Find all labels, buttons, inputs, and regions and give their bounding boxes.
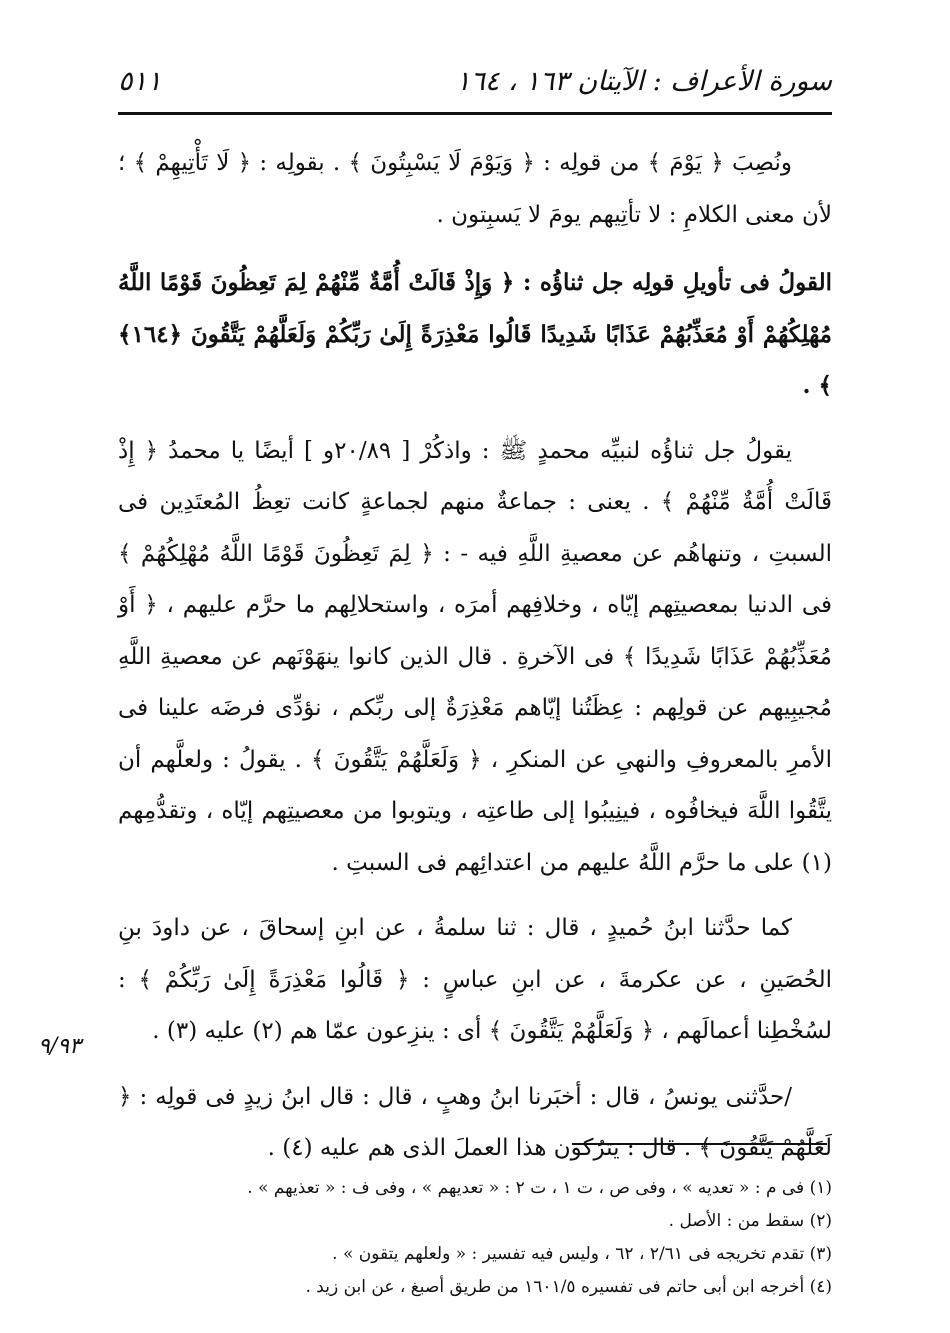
running-header xyxy=(118,58,832,108)
footnote-rule xyxy=(572,1143,827,1145)
footnotes xyxy=(118,1172,832,1304)
footnote-3: (٣) تقدم تخريجه فى ٢/٦١ ، ٦٢ ، وليس فيه تفسير : « ولعلهم يتقون » . xyxy=(332,1244,832,1264)
footnote-1: (١) فى م : « تعديه » ، وفى ص ، ت ١ ، ت ٢ : « تعديهم » ، وفى ف : « تعذيهم » . xyxy=(247,1178,832,1198)
section-heading-verse: القولُ فى تأويلِ قولِه جل ثناؤُه : ﴿ وَإِذْ قَالَتْ أُمَّةٌ مِّنْهُمْ لِمَ تَعِظُونَ قَوْمًا اللَّهُ مُهْلِكُهُمْ أَوْ مُعَذِّبُهُمْ عَذَابًا شَدِيدًا قَالُوا مَعْذِرَةً إِلَىٰ رَبِّكُمْ وَلَعَلَّهُمْ يَتَّقُونَ ﴿١٦٤﴾ ﴾ . xyxy=(118,269,832,399)
header-rule xyxy=(118,112,832,115)
paragraph-narration-yunus: /حدَّثنى يونسُ ، قال : أخبَرنا ابنُ وهبٍ ، قال : قال ابنُ زيدٍ فى قولِه : ﴿ لَعَلَّهُمْ يَتَّقُونَ ﴾ . قال : يترُكون هذا العملَ الذى هم عليه (٤) . xyxy=(118,1083,832,1161)
manuscript-page-ref: ٩/٩٣ xyxy=(38,1034,81,1059)
paragraph-narration-ibn-humaid: كما حدَّثنا ابنُ حُميدٍ ، قال : ثنا سلمةُ ، عن ابنِ إسحاقَ ، عن داودَ بنِ الحُصَينِ ، عن عكرمةَ ، عن ابنِ عباسٍ : ﴿ قَالُوا مَعْذِرَةً إِلَىٰ رَبِّكُمْ ﴾ : لسُخْطِنا أعمالَهم ، ﴿ وَلَعَلَّهُمْ يَتَّقُونَ ﴾ أى : ينزِعون عمّا هم (٢) عليه (٣) . xyxy=(118,915,832,1044)
footnote-2: (٢) سقط من : الأصل . xyxy=(668,1211,832,1231)
paragraph-grammar-note: ونُصِبَ ﴿ يَوْمَ ﴾ من قولِه : ﴿ وَيَوْمَ لَا يَسْبِتُونَ ﴾ . بقولِه : ﴿ لَا تَأْتِيهِمْ ﴾ ؛ لأن معنى الكلامِ : لا تأتِيهم يومَ لا يَسبِتون . xyxy=(118,150,832,228)
running-header-title: سورة الأعراف : الآيتان ١٦٣ ، ١٦٤ xyxy=(455,66,832,97)
paragraph-commentary: يقولُ جل ثناؤُه لنبيِّه محمدٍ ﷺ : واذكُرْ [ ٢٠/٨٩و ] أيضًا يا محمدُ ﴿ إِذْ قَالَتْ أُمَّةٌ مِّنْهُمْ ﴾ . يعنى : جماعةٌ منهم لجماعةٍ كانت تعِظُ المُعتَدِين فى السبتِ ، وتنهاهُم عن معصيةِ اللَّهِ فيه - : ﴿ لِمَ تَعِظُونَ قَوْمًا اللَّهُ مُهْلِكُهُمْ ﴾ فى الدنيا بمعصيتِهم إيّاه ، وخلافِهم أمرَه ، واستحلالِهم ما حرَّم عليهم ، ﴿ أَوْ مُعَذِّبُهُمْ عَذَابًا شَدِيدًا ﴾ فى الآخرةِ . قال الذين كانوا ينهَوْنَهم عن معصيةِ اللَّهِ مُجيبِيهم عن قولِهم : عِظَتُنا إيّاهم مَعْذِرَةٌ إلى ربِّكم ، نؤدِّى فرضَه علينا فى الأمرِ بالمعروفِ والنهىِ عن المنكرِ ، ﴿ وَلَعَلَّهُمْ يَتَّقُونَ ﴾ . يقولُ : ولعلَّهم أن يتَّقُوا اللَّهَ فيخافُوه ، فينِيبُوا إلى طاعتِه ، ويتوبوا من معصيتِهم إيّاه ، وتقدُّمِهم (١) على ما حرَّم اللَّهُ عليهم من اعتدائِهم فى السبتِ . xyxy=(118,437,832,876)
footnote-4: (٤) أخرجه ابن أبى حاتم فى تفسيره ١٦٠١/٥ من طريق أصبغ ، عن ابن زيد . xyxy=(305,1277,832,1297)
main-text xyxy=(118,138,832,1175)
page-number: ٥١١ xyxy=(118,66,162,97)
